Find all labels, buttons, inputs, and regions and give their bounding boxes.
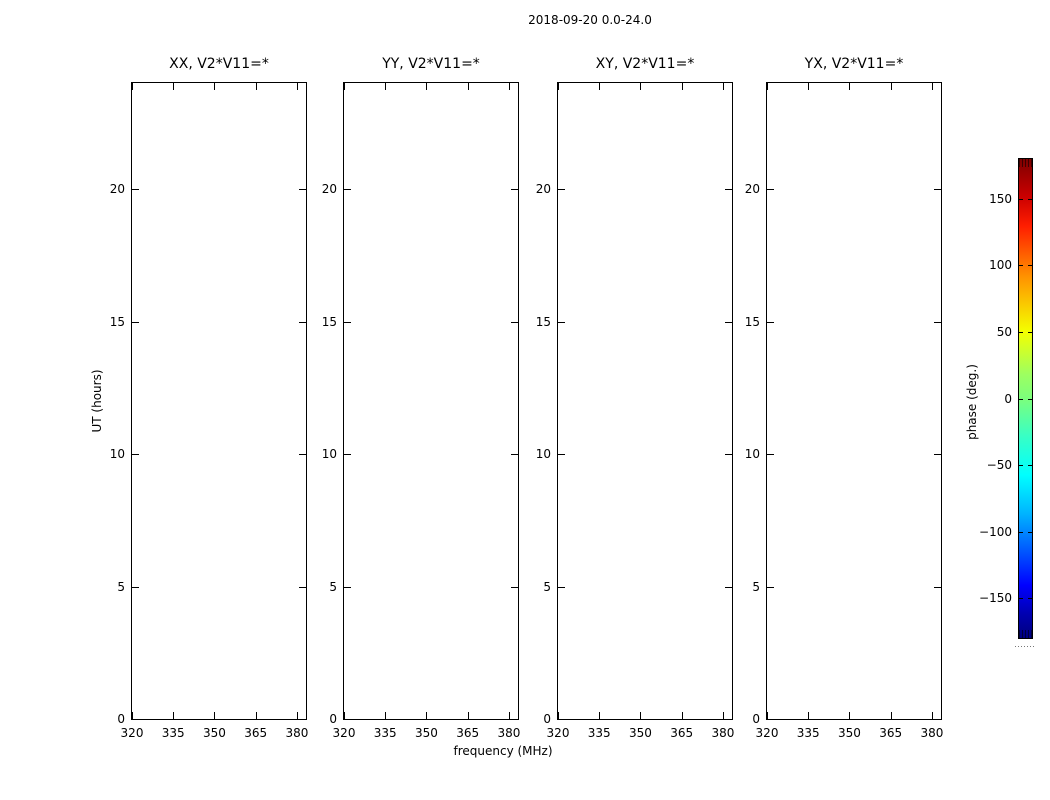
y-tick-mark	[767, 189, 774, 190]
x-tick-mark	[297, 712, 298, 719]
y-tick-mark	[299, 322, 306, 323]
y-tick-mark	[934, 587, 941, 588]
y-tick-mark	[767, 454, 774, 455]
y-tick-mark	[132, 587, 139, 588]
y-tick-label: 0	[329, 712, 337, 726]
colorbar-tick-mark	[1019, 465, 1023, 466]
y-tick-mark	[725, 587, 732, 588]
colorbar-tick-mark	[1028, 532, 1032, 533]
y-tick-mark	[132, 454, 139, 455]
y-tick-mark	[344, 454, 351, 455]
x-tick-label: 365	[244, 726, 268, 740]
y-tick-label: 15	[535, 314, 551, 329]
x-tick-label: 320	[546, 726, 570, 740]
colorbar	[1018, 158, 1033, 639]
x-tick-mark	[558, 83, 559, 90]
y-tick-label: 20	[535, 182, 551, 197]
x-tick-mark	[173, 712, 174, 719]
y-tick-mark	[511, 587, 518, 588]
colorbar-tick-mark	[1028, 332, 1032, 333]
x-tick-mark	[214, 712, 215, 719]
y-tick-mark	[725, 719, 732, 720]
x-tick-label: 350	[203, 726, 226, 740]
y-tick-mark	[132, 189, 139, 190]
y-tick-label: 15	[321, 314, 337, 329]
y-tick-mark	[934, 719, 941, 720]
x-tick-label: 365	[456, 726, 480, 740]
y-tick-mark	[558, 719, 565, 720]
y-tick-label: 5	[329, 579, 337, 594]
x-tick-mark	[256, 712, 257, 719]
colorbar-tick-label: −100	[979, 525, 1012, 539]
panel-yx-title: YX, V2*V11=*	[804, 56, 904, 72]
x-tick-mark	[173, 83, 174, 90]
y-tick-label: 10	[321, 446, 337, 461]
y-tick-label: 10	[535, 446, 551, 461]
panel-xy-title: XY, V2*V11=*	[595, 56, 695, 72]
x-tick-mark	[344, 712, 345, 719]
y-tick-label: 0	[117, 712, 125, 726]
panel-yy-title: YY, V2*V11=*	[382, 56, 480, 72]
y-tick-mark	[934, 189, 941, 190]
x-tick-label: 380	[711, 726, 735, 740]
x-tick-label: 350	[838, 726, 861, 740]
x-tick-label: 380	[285, 726, 309, 740]
x-tick-mark	[132, 83, 133, 90]
panel-yx	[744, 56, 944, 740]
y-tick-label: 20	[109, 182, 125, 197]
y-tick-mark	[934, 454, 941, 455]
y-tick-mark	[558, 189, 565, 190]
y-tick-mark	[132, 322, 139, 323]
x-tick-mark	[640, 83, 641, 90]
colorbar-tick-label: 150	[989, 192, 1012, 206]
x-tick-mark	[426, 712, 427, 719]
figure-title: 2018-09-20 0.0-24.0	[528, 13, 652, 27]
y-tick-mark	[725, 322, 732, 323]
colorbar-tick-label: 0	[1004, 392, 1012, 406]
y-tick-mark	[344, 587, 351, 588]
colorbar-tick-mark	[1019, 265, 1023, 266]
colorbar-top-hatch	[1019, 159, 1032, 167]
x-tick-mark	[558, 712, 559, 719]
colorbar-tick-mark	[1028, 199, 1032, 200]
panel-xx	[109, 56, 309, 740]
y-tick-mark	[934, 322, 941, 323]
x-tick-mark	[767, 83, 768, 90]
y-tick-mark	[299, 454, 306, 455]
y-tick-label: 0	[752, 712, 760, 726]
x-tick-label: 365	[879, 726, 903, 740]
colorbar-tick-mark	[1028, 265, 1032, 266]
x-tick-label: 380	[920, 726, 944, 740]
panel-yy	[321, 56, 521, 740]
x-tick-mark	[599, 83, 600, 90]
y-tick-label: 0	[543, 712, 551, 726]
y-tick-mark	[344, 322, 351, 323]
y-tick-mark	[299, 189, 306, 190]
y-tick-mark	[511, 322, 518, 323]
x-tick-label: 335	[587, 726, 611, 740]
x-tick-mark	[385, 712, 386, 719]
y-tick-label: 5	[752, 579, 760, 594]
colorbar-tick-mark	[1019, 399, 1023, 400]
x-tick-mark	[767, 712, 768, 719]
x-tick-mark	[426, 83, 427, 90]
colorbar-tick-mark	[1028, 465, 1032, 466]
x-tick-mark	[932, 83, 933, 90]
y-tick-mark	[725, 189, 732, 190]
panel-xy	[535, 56, 735, 740]
y-tick-label: 5	[543, 579, 551, 594]
x-tick-mark	[214, 83, 215, 90]
y-tick-label: 5	[117, 579, 125, 594]
x-tick-mark	[932, 712, 933, 719]
x-tick-mark	[468, 83, 469, 90]
x-tick-mark	[891, 83, 892, 90]
x-tick-label: 320	[120, 726, 144, 740]
x-tick-label: 365	[670, 726, 694, 740]
y-tick-mark	[511, 719, 518, 720]
x-axis-label: frequency (MHz)	[453, 744, 553, 758]
y-tick-mark	[344, 719, 351, 720]
colorbar-axis-label: phase (deg.)	[965, 364, 979, 440]
y-tick-mark	[344, 189, 351, 190]
panel-xx-title: XX, V2*V11=*	[169, 56, 269, 72]
x-tick-mark	[808, 712, 809, 719]
x-tick-mark	[891, 712, 892, 719]
x-tick-mark	[256, 83, 257, 90]
x-tick-label: 350	[629, 726, 652, 740]
colorbar-tick-mark	[1028, 399, 1032, 400]
x-tick-mark	[808, 83, 809, 90]
x-tick-mark	[297, 83, 298, 90]
colorbar-tick-mark	[1019, 532, 1023, 533]
x-tick-mark	[849, 712, 850, 719]
x-tick-label: 335	[161, 726, 185, 740]
y-tick-mark	[558, 454, 565, 455]
colorbar-bottom-dots	[1015, 646, 1036, 648]
colorbar-tick-mark	[1028, 598, 1032, 599]
colorbar-tick-label: −50	[986, 458, 1012, 472]
x-tick-mark	[682, 83, 683, 90]
colorbar-tick-label: −150	[979, 591, 1012, 605]
y-tick-mark	[558, 322, 565, 323]
y-tick-mark	[767, 587, 774, 588]
colorbar-bottom-hatch	[1019, 630, 1032, 638]
y-tick-label: 10	[109, 446, 125, 461]
x-tick-mark	[509, 83, 510, 90]
x-tick-label: 350	[415, 726, 438, 740]
y-tick-label: 15	[109, 314, 125, 329]
colorbar-tick-mark	[1019, 199, 1023, 200]
x-tick-label: 320	[332, 726, 356, 740]
x-tick-mark	[599, 712, 600, 719]
colorbar-tick-label: 100	[989, 258, 1012, 272]
y-tick-mark	[299, 719, 306, 720]
colorbar-tick-mark	[1019, 598, 1023, 599]
x-tick-mark	[682, 712, 683, 719]
x-tick-mark	[385, 83, 386, 90]
y-tick-mark	[511, 454, 518, 455]
y-axis-label: UT (hours)	[90, 369, 104, 433]
y-tick-mark	[767, 322, 774, 323]
y-tick-label: 10	[744, 446, 760, 461]
y-tick-label: 20	[744, 182, 760, 197]
y-tick-label: 15	[744, 314, 760, 329]
y-tick-label: 20	[321, 182, 337, 197]
x-tick-label: 335	[373, 726, 397, 740]
x-tick-mark	[344, 83, 345, 90]
y-tick-mark	[558, 587, 565, 588]
y-tick-mark	[511, 189, 518, 190]
x-tick-mark	[468, 712, 469, 719]
x-tick-mark	[132, 712, 133, 719]
y-tick-mark	[767, 719, 774, 720]
x-tick-mark	[849, 83, 850, 90]
x-tick-label: 320	[755, 726, 779, 740]
y-tick-mark	[299, 587, 306, 588]
x-tick-mark	[640, 712, 641, 719]
y-tick-mark	[725, 454, 732, 455]
x-tick-mark	[723, 83, 724, 90]
x-tick-label: 335	[796, 726, 820, 740]
y-tick-mark	[132, 719, 139, 720]
colorbar-tick-label: 50	[996, 325, 1012, 339]
x-tick-mark	[723, 712, 724, 719]
x-tick-label: 380	[497, 726, 521, 740]
x-tick-mark	[509, 712, 510, 719]
colorbar-tick-mark	[1019, 332, 1023, 333]
